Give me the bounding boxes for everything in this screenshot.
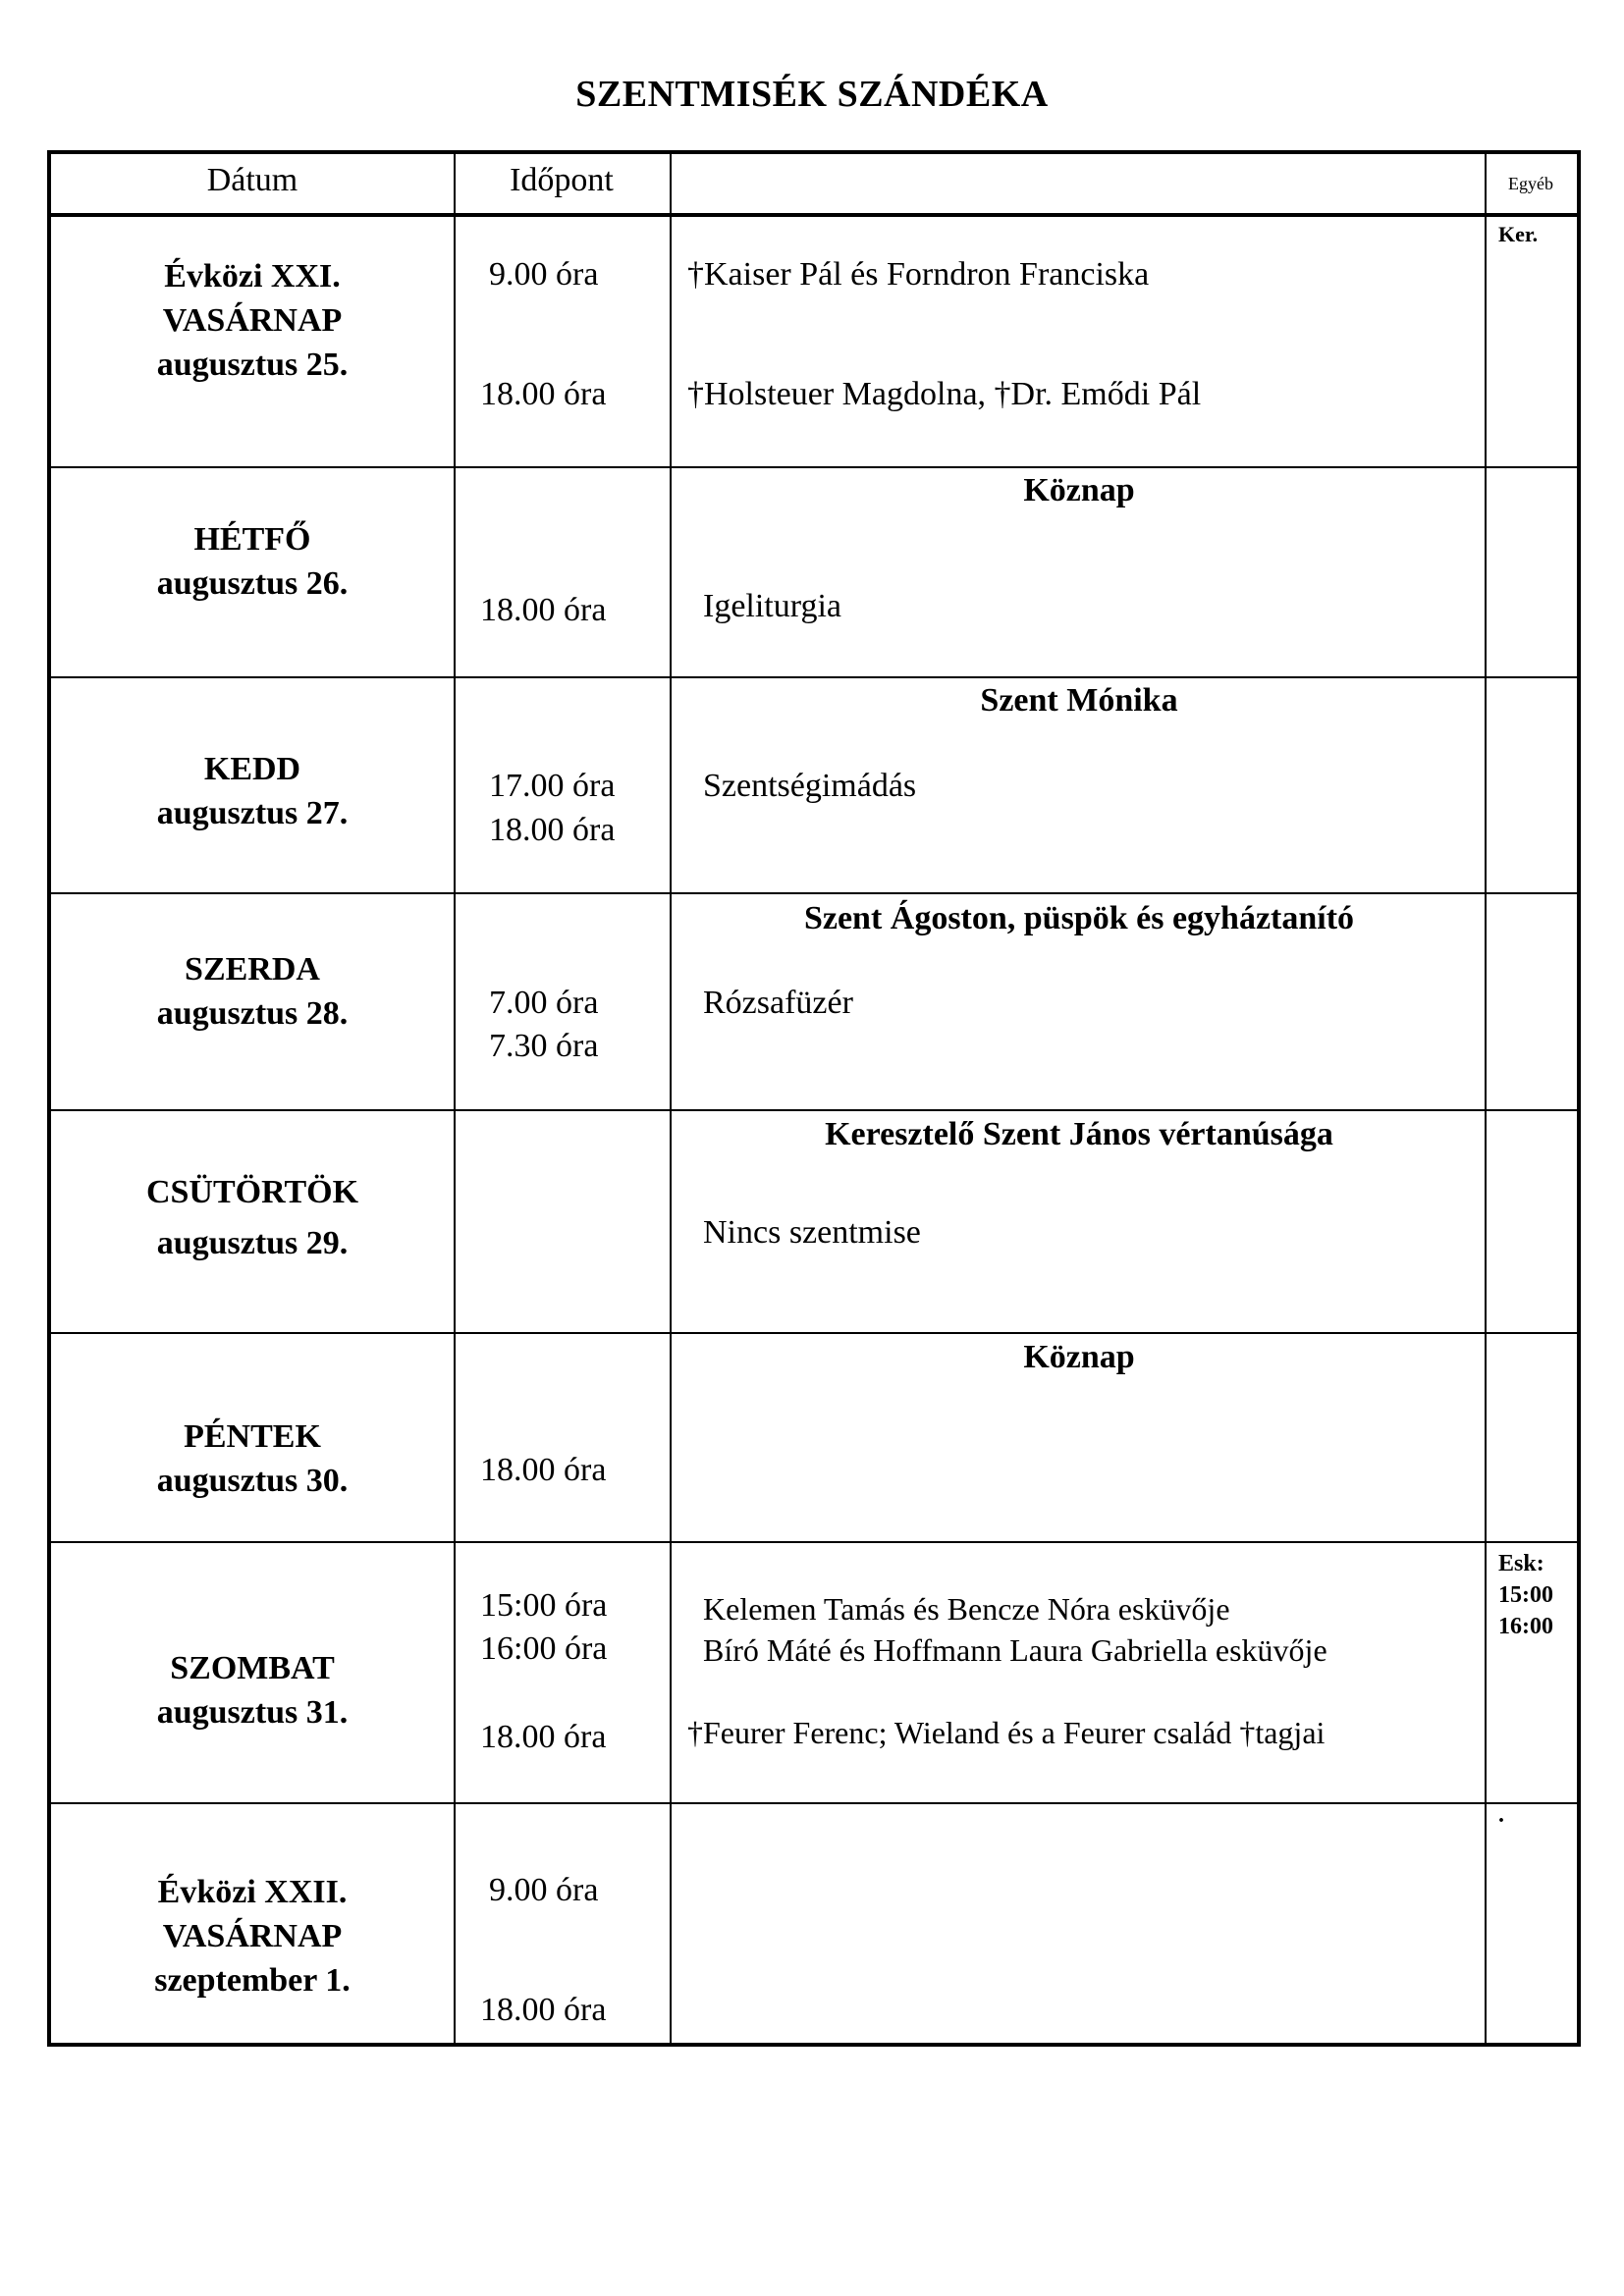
day-name: VASÁRNAP (162, 302, 343, 339)
mass-time: 18.00 óra (480, 1992, 607, 2028)
other-note-line: Esk: (1498, 1551, 1544, 1576)
header-divider (51, 213, 1577, 217)
day-date: szeptember 1. (154, 1962, 351, 1999)
row-date (51, 517, 454, 606)
feast-name: Szent Ágoston, püspök és egyháztanító (803, 900, 1355, 936)
day-name: CSÜTÖRTÖK (145, 1174, 359, 1210)
mass-time: 17.00 óra (489, 768, 616, 804)
other-note: . (1498, 1802, 1504, 1828)
day-name: SZOMBAT (170, 1650, 335, 1686)
intention-text: †Feurer Ferenc; Wieland és a Feurer család †tagjai (687, 1715, 1326, 1750)
day-date: augusztus 30. (156, 1463, 349, 1499)
page-title: SZENTMISÉK SZÁNDÉKA (575, 74, 1049, 115)
row-divider (51, 1332, 1577, 1334)
mass-time: 18.00 óra (480, 592, 607, 628)
mass-intentions-table (47, 150, 1581, 2047)
mass-time: 18.00 óra (489, 812, 616, 848)
day-name: HÉTFŐ (193, 521, 311, 558)
row-divider (51, 1802, 1577, 1804)
mass-time: 18.00 óra (480, 1452, 607, 1488)
day-name: Évközi XXI. (164, 258, 341, 294)
mass-time: 7.00 óra (489, 985, 599, 1021)
feast-name: Szent Mónika (980, 682, 1178, 719)
header-other: Egyéb (1508, 174, 1553, 193)
row-divider (51, 1109, 1577, 1111)
mass-time: 18.00 óra (480, 376, 607, 412)
day-date: augusztus 26. (156, 565, 349, 602)
column-divider (454, 154, 456, 2043)
intention-text: Bíró Máté és Hoffmann Laura Gabriella esküvője (703, 1632, 1327, 1668)
row-divider (51, 892, 1577, 894)
intention-text: Rózsafüzér (703, 985, 853, 1021)
header-date: Dátum (206, 162, 298, 198)
day-name: KEDD (203, 751, 301, 787)
mass-time: 18.00 óra (480, 1719, 607, 1755)
mass-time: 9.00 óra (489, 1872, 599, 1908)
day-name: Évközi XXII. (157, 1874, 348, 1910)
intention-text: Kelemen Tamás és Bencze Nóra esküvője (703, 1591, 1230, 1627)
row-date (51, 1415, 454, 1503)
feast-name: Köznap (1023, 1339, 1135, 1375)
day-date: augusztus 25. (156, 347, 349, 383)
day-date: augusztus 27. (156, 795, 349, 831)
row-date (51, 1646, 454, 1735)
column-divider (1485, 154, 1487, 2043)
day-name: SZERDA (185, 951, 320, 988)
mass-time: 7.30 óra (489, 1028, 599, 1064)
other-note: Ker. (1498, 222, 1539, 246)
row-date (51, 1167, 454, 1269)
day-date: augusztus 28. (156, 995, 349, 1032)
row-date (51, 947, 454, 1036)
day-name: PÉNTEK (184, 1418, 321, 1455)
mass-time: 9.00 óra (489, 256, 599, 293)
feast-name: Köznap (1023, 472, 1135, 508)
row-divider (51, 466, 1577, 468)
other-note-line: 16:00 (1498, 1614, 1553, 1639)
intention-text: †Holsteuer Magdolna, †Dr. Emődi Pál (687, 376, 1202, 412)
day-date: augusztus 31. (156, 1694, 349, 1731)
intention-text: Nincs szentmise (703, 1214, 921, 1251)
day-date: augusztus 29. (156, 1225, 349, 1261)
mass-time: 16:00 óra (480, 1630, 608, 1667)
mass-time: 15:00 óra (480, 1587, 608, 1624)
other-note-line: 15:00 (1498, 1582, 1553, 1608)
header-time: Időpont (510, 162, 614, 198)
intention-text: Szentségimádás (703, 768, 917, 804)
feast-name: Keresztelő Szent János vértanúsága (825, 1116, 1333, 1152)
row-divider (51, 676, 1577, 678)
row-date (51, 1870, 454, 2002)
column-divider (670, 154, 672, 2043)
intention-text: †Kaiser Pál és Forndron Franciska (687, 256, 1150, 293)
intention-text: Igeliturgia (703, 588, 841, 624)
other-note (1498, 1548, 1553, 1642)
row-date (51, 747, 454, 835)
day-name: VASÁRNAP (162, 1918, 343, 1954)
row-date (51, 254, 454, 387)
row-divider (51, 1541, 1577, 1543)
